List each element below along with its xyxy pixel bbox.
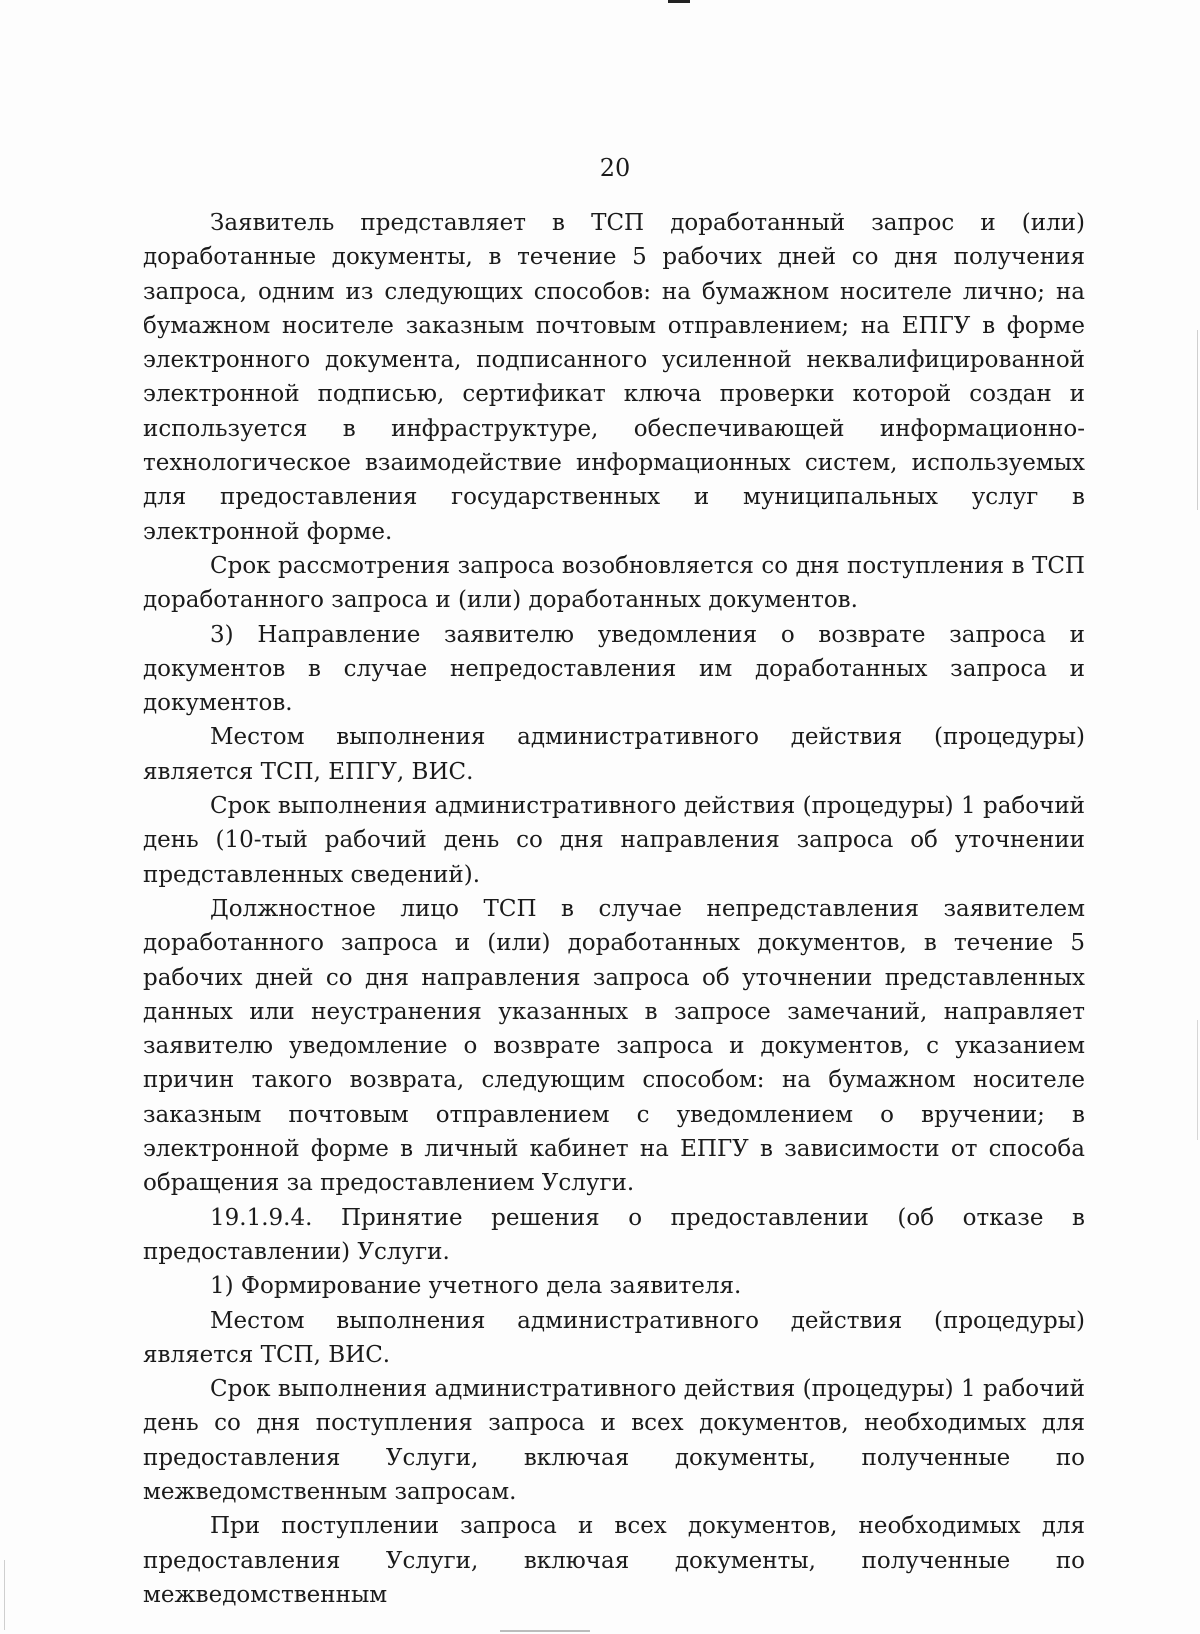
page-number: 20 — [599, 154, 631, 182]
paragraph-official-return: Должностное лицо ТСП в случае непредставления заявителем доработанного запроса и (или) доработанных документов, в течение 5 рабочих дней со дня направления запроса об уточнении представленных данных или неустранения указанных в запросе замечаний, направляет заявителю уведомление о возврате запроса и документов, с указанием причин такого возврата, следующим способом: на бумажном носителе заказным почтовым отправлением с уведомлением о вручении; в электронной форме в личный кабинет на ЕПГУ в зависимости от способа обращения за предоставлением Услуги. — [143, 895, 1085, 1197]
paragraph-section-heading: 19.1.9.4. Принятие решения о предоставлении (об отказе в предоставлении) Услуги. — [143, 1204, 1085, 1265]
scan-edge-right — [1197, 330, 1198, 510]
paragraph-action-deadline-2: Срок выполнения административного действия (процедуры) 1 рабочий день со дня поступления запроса и всех документов, необходимых для предоставления Услуги, включая документы, полученные по межведомственным запросам. — [143, 1376, 1085, 1505]
document-body — [143, 206, 1085, 1612]
paragraph-review-resumed: Срок рассмотрения запроса возобновляется со дня поступления в ТСП доработанного запроса и (или) доработанных документов. — [143, 552, 1085, 614]
paragraph-return-notice: 3) Направление заявителю уведомления о возврате запроса и документов в случае непредоставления им доработанных запроса и документов. — [143, 621, 1085, 717]
scan-mark-bottom — [500, 1630, 590, 1632]
scan-mark-top — [668, 0, 690, 3]
scan-edge-left — [4, 1560, 5, 1630]
paragraph-upon-receipt: При поступлении запроса и всех документов, необходимых для предоставления Услуги, включая документы, полученные по межведомственным — [143, 1513, 1085, 1608]
scan-edge-right-lower — [1197, 1020, 1198, 1140]
paragraph-place-of-action-2: Местом выполнения административного действия (процедуры) является ТСП, ВИС. — [143, 1307, 1085, 1368]
paragraph-action-deadline: Срок выполнения административного действия (процедуры) 1 рабочий день (10-тый рабочий день со дня направления запроса об уточнении представленных сведений). — [143, 793, 1085, 888]
paragraph-submission-methods: Заявитель представляет в ТСП доработанный запрос и (или) доработанные документы, в течение 5 рабочих дней со дня получения запроса, одним из следующих способов: на бумажном носителе лично; на бумажном носителе заказным почтовым отправлением; на ЕПГУ в форме электронного документа, подписанного усиленной неквалифицированной электронной подписью, сертификат ключа проверки которой создан и используется в инфраструктуре, обеспечивающей информационно-технологическое взаимодействие информационных систем, используемых для предоставления государственных и муниципальных услуг в электронной форме. — [143, 210, 1085, 545]
paragraph-place-of-action: Местом выполнения административного действия (процедуры) является ТСП, ЕПГУ, ВИС. — [143, 724, 1085, 785]
paragraph-case-file: 1) Формирование учетного дела заявителя. — [210, 1273, 742, 1300]
